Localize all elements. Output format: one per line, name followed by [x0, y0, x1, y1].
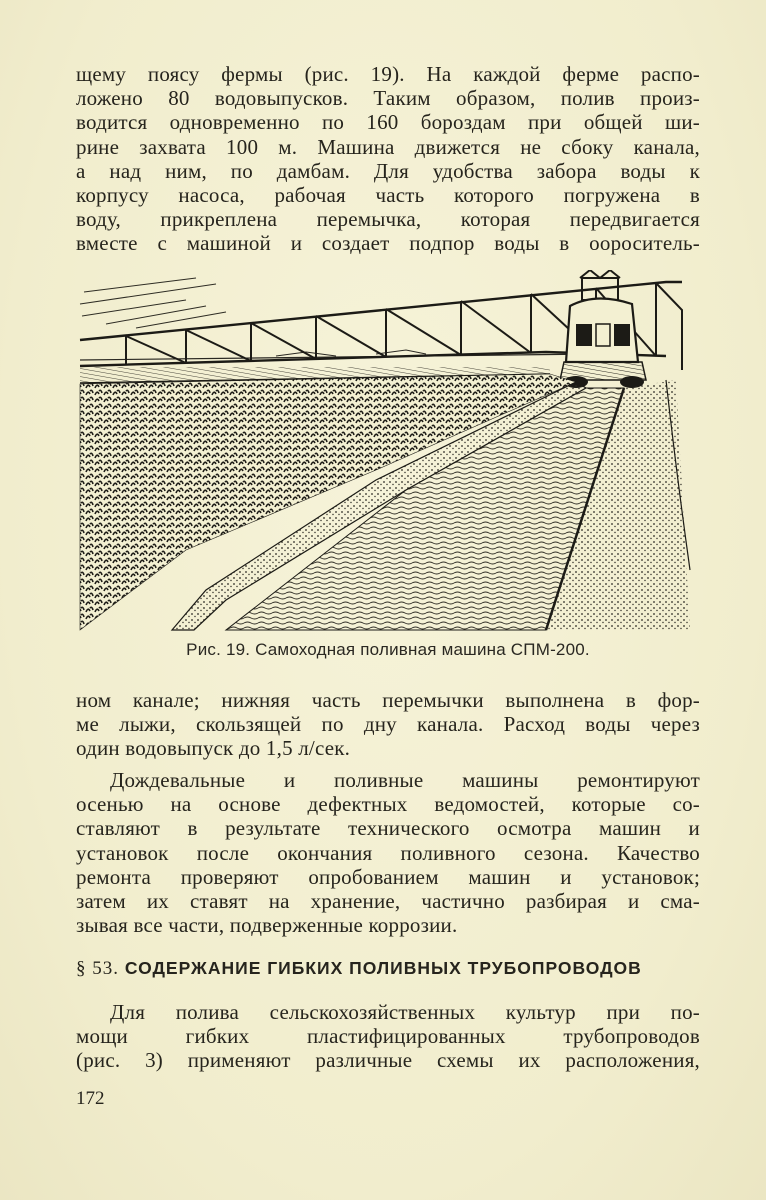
- text-line: ном канале; нижняя часть перемычки выполнена в фор-: [76, 688, 700, 712]
- text-line: ложено 80 водовыпусков. Таким образом, полив произ-: [76, 86, 700, 111]
- text-line: ме лыжи, скользящей по дну канала. Расход воды через: [76, 712, 700, 737]
- text-line: ставляют в результате технического осмотра машин и: [76, 816, 700, 841]
- text-line: щему поясу фермы (рис. 19). На каждой ферме распо-: [76, 62, 700, 86]
- paragraph-machine-description: [76, 62, 700, 256]
- irrigation-machine-drawing: [76, 270, 694, 632]
- section-heading: [76, 958, 706, 980]
- figure-caption: Рис. 19. Самоходная поливная машина СПМ-200.: [186, 640, 590, 659]
- text-line: а над ним, по дамбам. Для удобства забора воды к: [76, 158, 700, 183]
- text-line: вместе с машиной и создает подпор воды в оороситель-: [76, 231, 700, 256]
- section-number: § 53.: [76, 958, 119, 979]
- text-line: зывая все части, подверженные коррозии.: [76, 913, 458, 938]
- text-line: ремонта проверяют опробованием машин и установок;: [76, 864, 700, 889]
- text-line: Для полива сельскохозяйственных культур при по-: [110, 1000, 700, 1024]
- text-line: корпусу насоса, рабочая часть которого погружена в: [76, 183, 700, 208]
- section-title: СОДЕРЖАНИЕ ГИБКИХ ПОЛИВНЫХ ТРУБОПРОВОДОВ: [124, 958, 642, 978]
- text-line: мощи гибких пластифицированных трубопроводов: [76, 1024, 700, 1049]
- page-number: 172: [76, 1088, 105, 1109]
- paragraph-flexible-pipelines: [76, 1000, 700, 1073]
- text-line: (рис. 3) применяют различные схемы их расположения,: [76, 1048, 700, 1073]
- text-line: затем их ставят на хранение, частично разбирая и сма-: [76, 889, 700, 914]
- paragraph-machine-repair: [76, 768, 700, 937]
- figure-19-illustration: [76, 270, 694, 632]
- text-line: установок после окончания поливного сезона. Качество: [76, 840, 700, 865]
- text-line: осенью на основе дефектных ведомостей, которые со-: [76, 792, 700, 817]
- text-line: Дождевальные и поливные машины ремонтируют: [110, 768, 700, 792]
- text-line: воду, прикреплена перемычка, которая передвигается: [76, 207, 700, 232]
- paragraph-canal-continuation: [76, 688, 700, 761]
- text-line: один водовыпуск до 1,5 л/сек.: [76, 736, 351, 761]
- text-line: рине захвата 100 м. Машина движется не сбоку канала,: [76, 134, 700, 159]
- text-line: водится одновременно по 160 бороздам при общей ши-: [76, 110, 700, 135]
